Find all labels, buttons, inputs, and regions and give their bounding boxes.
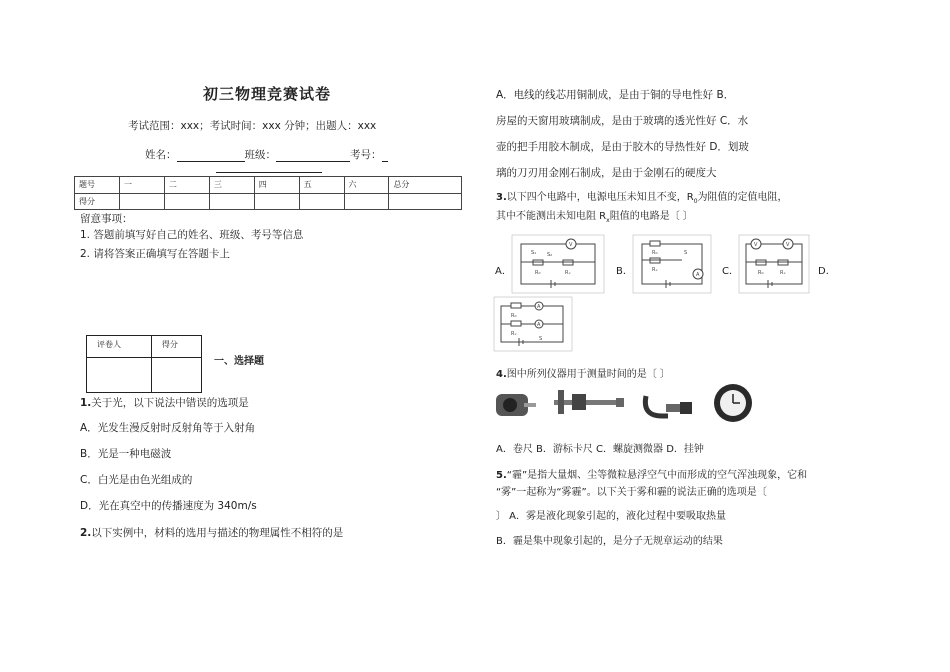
- score-cell: 二: [164, 177, 209, 194]
- svg-text:A: A: [696, 272, 700, 278]
- score-table-header-row: [75, 177, 462, 194]
- question-text: 关于光，以下说法中错误的选项是: [91, 397, 249, 409]
- name-label: 姓名：: [145, 149, 177, 161]
- q2-line: 壶的把手用胶木制成，是由于胶木的导热性好 D．划玻: [496, 141, 749, 153]
- score-cell: 得分: [75, 193, 120, 210]
- grader-table: [86, 335, 202, 393]
- question-text: 为阻值的定值电阻，: [697, 192, 788, 203]
- score-cell: 四: [254, 177, 299, 194]
- wall-clock-image: [712, 383, 754, 423]
- svg-text:A: A: [537, 322, 541, 328]
- circuit-diagram-d[interactable]: [493, 296, 573, 352]
- score-cell: 一: [120, 177, 165, 194]
- q1-option-a: A．光发生漫反射时反射角等于入射角: [80, 422, 256, 434]
- tape-measure-image: [494, 386, 538, 420]
- q4-options: A．卷尺 B．游标卡尺 C．螺旋测微器 D．挂钟: [496, 444, 704, 455]
- svg-text:V: V: [754, 242, 758, 248]
- q2-line: 璃的刀刃用金刚石制成，是由于金刚石的硬度大: [496, 167, 717, 179]
- question-text: 图中所列仪器用于测量时间的是〔 〕: [506, 369, 670, 380]
- student-info-line: [145, 147, 388, 162]
- class-label: 班级：: [244, 149, 276, 161]
- score-table-score-row: [75, 193, 462, 210]
- score-cell: 六: [344, 177, 389, 194]
- grader-score-label: 得分: [151, 336, 201, 358]
- number-label: 考号：: [350, 149, 382, 161]
- q2-line: 房屋的天窗用玻璃制成，是由于玻璃的透光性好 C．水: [496, 115, 749, 127]
- svg-text:R₀: R₀: [511, 313, 517, 319]
- score-cell: 五: [299, 177, 344, 194]
- question-text: 其中不能测出未知电阻 R: [496, 211, 607, 222]
- circuit-diagram-a[interactable]: [511, 234, 605, 294]
- question-number: 5.: [496, 470, 507, 481]
- question-3-stem-2: [496, 207, 693, 224]
- score-cell[interactable]: [344, 193, 389, 210]
- circuit-label-d: D．: [818, 266, 836, 277]
- svg-text:S₂: S₂: [547, 252, 553, 258]
- section-heading: 一、选择题: [214, 356, 264, 367]
- score-cell: 三: [209, 177, 254, 194]
- score-cell[interactable]: [299, 193, 344, 210]
- circuit-label-b: B．: [616, 266, 633, 277]
- q1-option-d: D．光在真空中的传播速度为 340m/s: [80, 500, 257, 512]
- vernier-caliper-image: [550, 386, 628, 420]
- circuit-diagram-b[interactable]: [632, 234, 712, 294]
- question-3-stem: [496, 188, 788, 205]
- number-field[interactable]: [382, 149, 388, 162]
- svg-text:S₁: S₁: [531, 250, 537, 256]
- underline-rule: [216, 172, 322, 173]
- question-text: 以下四个电路中，电源电压未知且不变，R: [506, 192, 694, 203]
- svg-text:Rₓ: Rₓ: [511, 331, 517, 337]
- svg-text:S: S: [684, 250, 688, 256]
- svg-text:S: S: [539, 336, 543, 342]
- question-number: 4.: [496, 369, 507, 380]
- svg-text:R₀: R₀: [758, 270, 764, 276]
- subscript: x: [606, 217, 610, 224]
- note-item: 2. 请将答案正确填写在答题卡上: [80, 248, 230, 260]
- circuit-diagram-c[interactable]: [738, 234, 810, 294]
- question-number: 2.: [80, 527, 92, 539]
- question-4-stem: [496, 365, 670, 380]
- question-number: 3.: [496, 192, 507, 203]
- svg-text:R₀: R₀: [652, 250, 658, 256]
- score-cell: 总分: [389, 177, 462, 194]
- question-text: “霾”是指大量烟、尘等微粒悬浮空气中而形成的空气浑浊现象，它和: [506, 470, 808, 481]
- note-item: 1. 答题前填写好自己的姓名、班级、考号等信息: [80, 229, 304, 241]
- page-title: 初三物理竞赛试卷: [203, 85, 332, 103]
- question-5-line1: [496, 466, 807, 481]
- score-cell[interactable]: [389, 193, 462, 210]
- score-cell: 题号: [75, 177, 120, 194]
- svg-text:V: V: [786, 242, 790, 248]
- svg-text:Rₓ: Rₓ: [652, 267, 658, 273]
- class-field[interactable]: [276, 149, 350, 162]
- q2-line: A．电线的线芯用铜制成，是由于铜的导电性好 B．: [496, 89, 735, 101]
- score-cell[interactable]: [120, 193, 165, 210]
- exam-info-line: 考试范围：xxx；考试时间：xxx 分钟；出题人：xxx: [128, 120, 377, 132]
- grader-label: 评卷人: [87, 336, 152, 358]
- micrometer-image: [640, 390, 696, 422]
- circuit-label-a: A．: [495, 266, 512, 277]
- grader-cell[interactable]: [87, 358, 152, 393]
- score-cell[interactable]: [164, 193, 209, 210]
- svg-text:V: V: [569, 242, 573, 248]
- grader-score-cell[interactable]: [151, 358, 201, 393]
- question-5-line2: “雾”一起称为“雾霾”。以下关于雾和霾的说法正确的选项是〔: [496, 487, 767, 498]
- question-1-stem: [80, 395, 249, 410]
- q1-option-b: B．光是一种电磁波: [80, 448, 172, 460]
- question-text: 阻值的电路是〔 〕: [609, 211, 693, 222]
- score-cell[interactable]: [254, 193, 299, 210]
- question-number: 1.: [80, 397, 92, 409]
- notes-heading: 留意事项：: [80, 213, 133, 225]
- score-table: [74, 176, 462, 210]
- svg-text:R₀: R₀: [535, 270, 541, 276]
- question-5-line3: 〕 A．雾是液化现象引起的，液化过程中要吸取热量: [496, 511, 727, 522]
- q1-option-c: C．白光是由色光组成的: [80, 474, 193, 486]
- question-text: 以下实例中，材料的选用与描述的物理属性不相符的是: [91, 527, 344, 539]
- svg-text:Rₓ: Rₓ: [780, 270, 786, 276]
- svg-text:Rₓ: Rₓ: [565, 270, 571, 276]
- circuit-label-c: C．: [722, 266, 739, 277]
- svg-text:A: A: [537, 304, 541, 310]
- name-field[interactable]: [177, 149, 245, 162]
- subscript: 0: [693, 198, 698, 205]
- question-2-stem: [80, 525, 343, 540]
- score-cell[interactable]: [209, 193, 254, 210]
- question-5-line4: B．霾是集中现象引起的，是分子无规章运动的结果: [496, 536, 723, 547]
